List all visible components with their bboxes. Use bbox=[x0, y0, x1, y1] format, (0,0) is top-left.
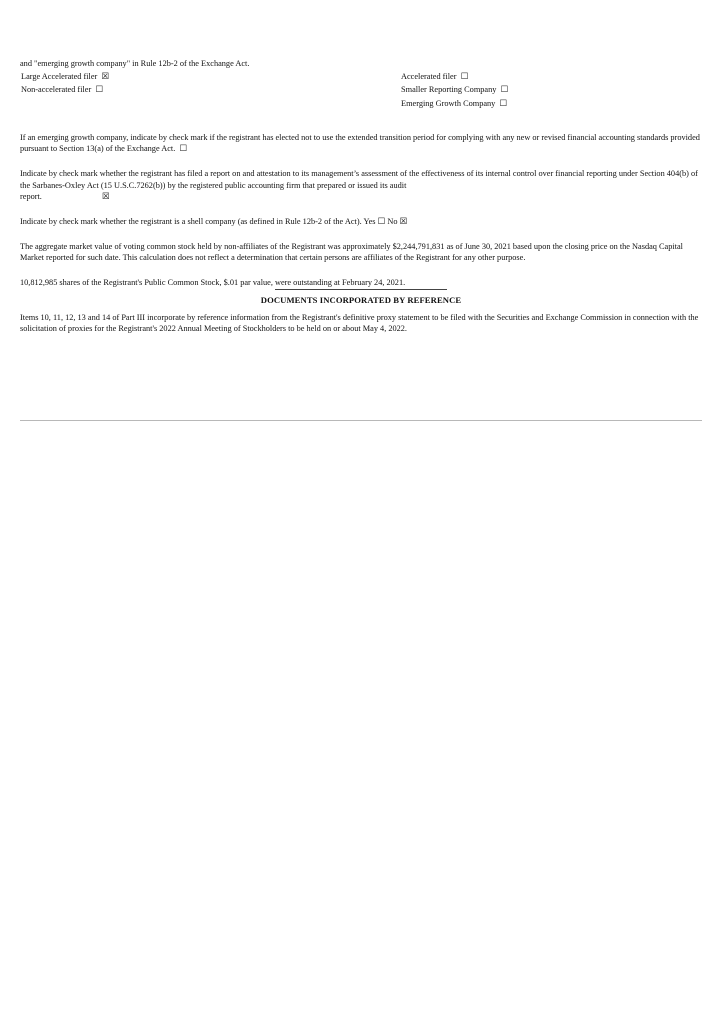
filer-option-label: Accelerated filer bbox=[401, 72, 457, 81]
egc-transition-paragraph bbox=[20, 132, 702, 155]
filer-option-label: Large Accelerated filer bbox=[21, 72, 98, 81]
unchecked-box-icon: ☐ bbox=[95, 85, 104, 96]
filer-option-non-accelerated bbox=[21, 84, 109, 97]
checked-box-icon: ☒ bbox=[101, 191, 110, 202]
shell-yes-label: Yes bbox=[363, 217, 376, 227]
unchecked-box-icon: ☐ bbox=[500, 85, 509, 96]
shell-no-label: No bbox=[387, 217, 398, 227]
unchecked-box-icon: ☐ bbox=[179, 144, 188, 155]
checked-box-icon: ☒ bbox=[399, 217, 408, 228]
checked-box-icon: ☒ bbox=[101, 72, 110, 82]
documents-incorporated-title: DOCUMENTS INCORPORATED BY REFERENCE bbox=[260, 294, 462, 305]
shell-company-paragraph bbox=[20, 216, 702, 228]
section-divider bbox=[275, 289, 447, 290]
shell-company-text: Indicate by check mark whether the registrant is a shell company (as defined in Rule 12b-2 of the Act). bbox=[20, 217, 362, 227]
filer-option-large-accelerated bbox=[21, 71, 109, 84]
filer-option-label: Emerging Growth Company bbox=[401, 98, 496, 108]
icfr-attestation-tail: report. bbox=[20, 191, 42, 201]
icfr-attestation-text: Indicate by check mark whether the registrant has filed a report on and attestation to its management’s assessment of the effectiveness of its internal control over financial reporting under Section 404(b) of the Sarbanes-Oxley Act (15 U.S.C.7262(b)) by the registered public accounting firm that prepared or issued its audit bbox=[20, 169, 698, 190]
unchecked-box-icon: ☐ bbox=[499, 98, 508, 109]
filer-status-left-column bbox=[21, 71, 109, 98]
market-value-paragraph: The aggregate market value of voting common stock held by non-affiliates of the Registrant was approximately $2,244,791,831 as of June 30, 2021 based upon the closing price on the Nasdaq Capital Market reported for such date. This calculation does not reflect a determination that certain persons are affiliates of the Registrant for any other purpose. bbox=[20, 242, 683, 263]
filer-status-grid bbox=[20, 71, 702, 111]
cover-page-continued bbox=[20, 58, 702, 334]
icfr-attestation-paragraph bbox=[20, 168, 702, 203]
filer-option-label: Smaller Reporting Company bbox=[401, 85, 497, 95]
egc-transition-text: If an emerging growth company, indicate by check mark if the registrant has elected not to use the extended transition period for complying with any new or revised financial accounting standards provided pursuant to Section 13(a) of the Exchange Act. bbox=[20, 133, 700, 154]
documents-incorporated-body: Items 10, 11, 12, 13 and 14 of Part III incorporate by reference information from the Registrant's definitive proxy statement to be filed with the Securities and Exchange Commission in connection with the solicitation of proxies for the Registrant's 2022 Annual Meeting of Stockholders to be held on or about May 4, 2022. bbox=[20, 313, 699, 334]
unchecked-box-icon: ☐ bbox=[377, 217, 386, 228]
filer-option-emerging-growth bbox=[401, 98, 508, 111]
unchecked-box-icon: ☐ bbox=[460, 72, 469, 82]
filer-option-smaller-reporting bbox=[401, 84, 508, 97]
shares-outstanding-paragraph: 10,812,985 shares of the Registrant's Public Common Stock, $.01 par value, were outstanding at February 24, 2021. bbox=[20, 277, 406, 287]
page-break-rule bbox=[20, 420, 702, 421]
intro-line: and "emerging growth company" in Rule 12b-2 of the Exchange Act. bbox=[20, 59, 250, 68]
filer-status-right-column bbox=[401, 71, 508, 111]
filer-option-label: Non-accelerated filer bbox=[21, 85, 92, 95]
filer-option-accelerated bbox=[401, 71, 508, 84]
